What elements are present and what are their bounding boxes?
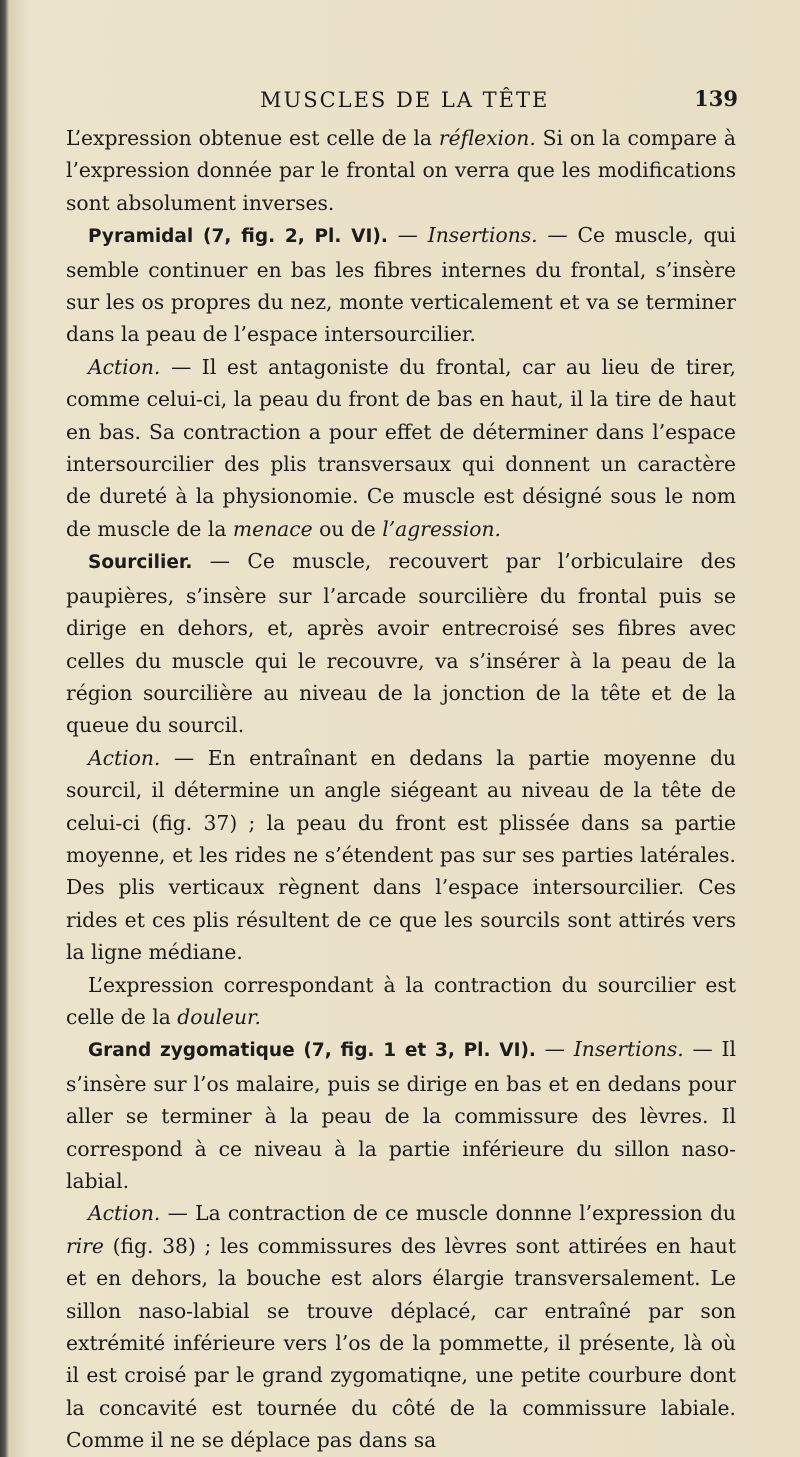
body-text <box>66 122 736 1457</box>
muscle-heading-grand-zygomatique: Grand zygomatique (7, fig. 1 et 3, Pl. VI). <box>88 1040 536 1062</box>
italic-term: Insertions. <box>427 223 538 248</box>
paragraph-douleur <box>66 969 736 1034</box>
paragraph-action-zygomatique <box>66 1197 736 1456</box>
italic-term: Action. <box>88 1201 161 1226</box>
italic-term: rire <box>66 1233 104 1258</box>
text-run: — Il est antagoniste du frontal, car au lieu de tirer, comme celui-ci, la peau du front de bas en haut, il la tire de haut en bas. Sa contraction a pour effet de déterminer dans l’espace intersourcilier des plis transversaux qui donnent un caractère de dureté à la physionomie. Ce muscle est désigné sous le nom de muscle de la <box>66 354 736 541</box>
text-run: (fig. 38) ; les commissures des lèvres sont attirées en haut et en dehors, la bouche est alors élargie transversalement. Le sillon naso-labial se trouve déplacé, car entraîné par son extrémité inférieure vers l’os de la pommette, il présente, là où il est croisé par le grand zygomatiqne, une petite courbure dont la concavité est tournée du côté de la commissure labiale. Comme il ne se déplace pas dans sa <box>66 1233 736 1453</box>
running-title: MUSCLES DE LA TÊTE <box>260 88 550 112</box>
text-run: — Il s’insère sur l’os malaire, puis se dirige en bas et en dedans pour aller se terminer à la peau de la commissure des lèvres. Il correspond à ce niveau à la partie inférieure du sillon naso-labial. <box>66 1037 736 1193</box>
italic-term: Action. <box>88 745 161 770</box>
text-run: L’expression correspondant à la contraction du sourcilier est celle de la <box>66 972 736 1029</box>
italic-term: douleur. <box>177 1004 261 1029</box>
text-run: — La contraction de ce muscle donnne l’expression du <box>160 1201 736 1226</box>
book-page <box>66 82 736 1457</box>
text-run: ou de <box>312 516 383 541</box>
italic-term: menace <box>232 516 313 541</box>
text-run: — <box>535 1037 574 1062</box>
muscle-heading-pyramidal: Pyramidal (7, fig. 2, Pl. VI). <box>88 226 388 248</box>
paragraph-reflexion <box>66 122 736 219</box>
paragraph-grand-zygomatique <box>66 1033 736 1197</box>
text-run: — <box>387 223 428 248</box>
text-run: — Ce muscle, recouvert par l’orbiculaire des paupières, s’insère sur l’arcade sourcilière du frontal puis se dirige en dehors, et, après avoir entrecroisé ses fibres avec celles du muscle qui le recouvre, va s’insérer à la peau de la région sourcilière au niveau de la jonction de la tête et de la queue du sourcil. <box>66 549 736 738</box>
paragraph-action-pyramidal <box>66 351 736 545</box>
italic-term: réflexion. <box>438 126 536 150</box>
paragraph-sourcilier <box>66 545 736 741</box>
page-number: 139 <box>694 86 738 111</box>
text-run: — En entraînant en dedans la partie moyenne du sourcil, il détermine un angle siégeant au niveau de la tête de celui-ci (fig. 37) ; la peau du front est plissée dans sa partie moyenne, et les rides ne s’étendent pas sur ses parties latérales. Des plis verticaux règnent dans l’espace intersourcilier. Ces rides et ces plis résultent de ce que les sourcils sont attirés vers la ligne médiane. <box>66 745 736 965</box>
italic-term: l’agression. <box>382 516 501 541</box>
paragraph-pyramidal <box>66 219 736 351</box>
text-run: Si on la compare à l’expression donnée par le frontal on verra que les modifications sont absolument inverses. <box>66 126 736 215</box>
text-run: — Ce muscle, qui semble continuer en bas les fibres internes du frontal, s’insère sur les os propres du nez, monte verticalement et va se terminer dans la peau de l’espace intersourcilier. <box>66 223 737 347</box>
paragraph-action-sourcilier <box>66 742 736 969</box>
muscle-heading-sourcilier: Sourcilier. <box>88 552 193 574</box>
italic-term: Insertions. <box>573 1037 684 1062</box>
running-header <box>66 82 736 122</box>
text-run: L’expression obtenue est celle de la <box>66 126 439 150</box>
italic-term: Action. <box>88 354 161 379</box>
